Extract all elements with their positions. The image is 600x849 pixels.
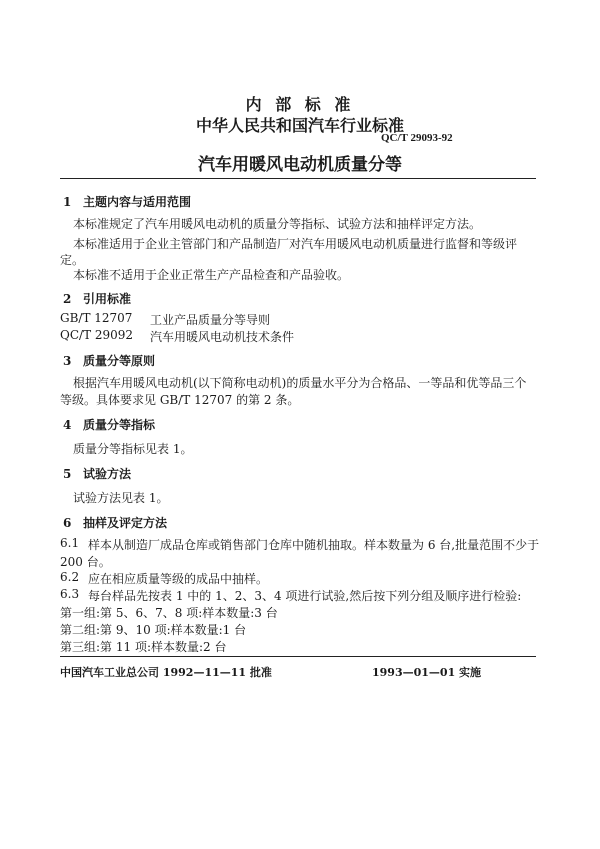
clause-6-1-text: 样本从制造厂成品仓库或销售部门仓库中随机抽取。样本数量为 6 台,批量范围不少于 (88, 538, 540, 552)
approval-line: 中国汽车工业总公司 1992—11—11 批准 (60, 666, 272, 679)
title-divider (60, 178, 536, 179)
section-6-title: 抽样及评定方法 (83, 516, 168, 530)
reference-1-title: 工业产品质量分等导则 (150, 313, 271, 327)
section-1-para-2-cont: 定。 (60, 253, 85, 267)
section-4-title: 质量分等指标 (83, 418, 156, 432)
reference-2-title: 汽车用暖风电动机技术条件 (150, 330, 295, 344)
section-4-para-1: 质量分等指标见表 1。 (73, 442, 193, 456)
clause-6-1-text-cont: 200 台。 (60, 555, 111, 569)
section-4-number: 4 (63, 418, 72, 432)
clause-6-3-text: 每台样品先按表 1 中的 1、2、3、4 项进行试验,然后按下列分组及顺序进行检验: (88, 589, 522, 603)
footer-divider (60, 656, 536, 657)
section-1-number: 1 (63, 195, 72, 209)
group-3-line: 第三组:第 11 项:样本数量:2 台 (60, 640, 227, 654)
section-5-heading (63, 465, 131, 482)
clause-6-3-number: 6.3 (60, 587, 80, 601)
section-3-para-1: 根据汽车用暖风电动机(以下简称电动机)的质量水平分为合格品、一等品和优等品三个 (73, 376, 527, 390)
reference-2-code: QC/T 29092 (60, 328, 134, 342)
standard-number: QC/T 29093-92 (381, 132, 453, 144)
section-2-heading (63, 290, 131, 307)
section-1-para-1: 本标准规定了汽车用暖风电动机的质量分等指标、试验方法和抽样评定方法。 (73, 217, 482, 231)
section-2-number: 2 (63, 292, 72, 306)
section-5-title: 试验方法 (83, 467, 132, 481)
implementation-date: 1993—01—01 实施 (372, 666, 482, 679)
internal-standard-label: 内 部 标 准 (245, 95, 355, 114)
section-1-title: 主题内容与适用范围 (83, 195, 192, 209)
section-1-para-3: 本标准不适用于企业正常生产产品检查和产品验收。 (73, 268, 350, 282)
document-title: 汽车用暖风电动机质量分等 (198, 155, 402, 175)
section-6-number: 6 (63, 516, 72, 530)
section-1-para-2: 本标准适用于企业主管部门和产品制造厂对汽车用暖风电动机质量进行监督和等级评 (73, 237, 518, 251)
section-4-heading (63, 416, 155, 433)
clause-6-2-number: 6.2 (60, 570, 80, 584)
section-5-number: 5 (63, 467, 72, 481)
section-3-heading (63, 352, 155, 369)
section-3-number: 3 (63, 354, 72, 368)
section-1-heading (63, 193, 191, 210)
reference-1-code: GB/T 12707 (60, 311, 133, 325)
org-standard-heading: 中华人民共和国汽车行业标准 (195, 116, 404, 135)
group-1-line: 第一组:第 5、6、7、8 项:样本数量:3 台 (60, 606, 278, 620)
section-3-title: 质量分等原则 (83, 354, 156, 368)
section-5-para-1: 试验方法见表 1。 (73, 491, 169, 505)
group-2-line: 第二组:第 9、10 项:样本数量:1 台 (60, 623, 247, 637)
clause-6-2-text: 应在相应质量等级的成品中抽样。 (88, 572, 269, 586)
section-2-title: 引用标准 (83, 292, 132, 306)
section-6-heading (63, 514, 167, 531)
section-3-para-1-cont: 等级。具体要求见 GB/T 12707 的第 2 条。 (60, 393, 300, 407)
clause-6-1-number: 6.1 (60, 536, 80, 550)
